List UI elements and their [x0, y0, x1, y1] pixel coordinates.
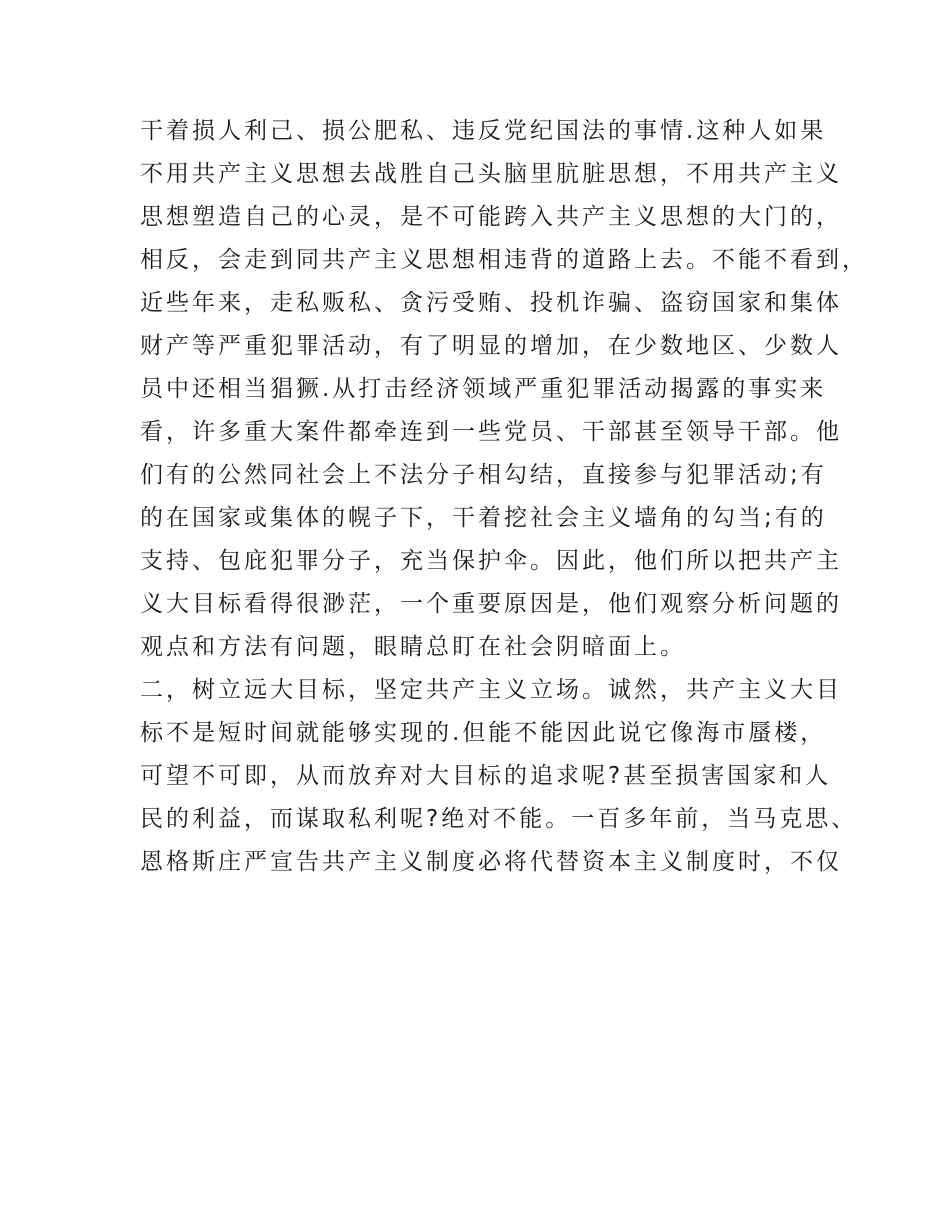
- document-body: [140, 110, 868, 884]
- text-line: 近些年来，走私贩私、贪污受贿、投机诈骗、盗窃国家和集体: [140, 290, 842, 316]
- text-line: 干着损人利己、损公肥私、违反党纪国法的事情.这种人如果: [140, 118, 827, 144]
- text-line: 恩格斯庄严宣告共产主义制度必将代替资本主义制度时，不仅: [140, 849, 842, 875]
- text-line: 员中还相当猖獗.从打击经济领域严重犯罪活动揭露的事实来: [140, 376, 827, 402]
- text-line: 支持、包庇犯罪分子，充当保护伞。因此，他们所以把共产主: [140, 548, 842, 574]
- text-line: 相反，会走到同共产主义思想相违背的道路上去。不能不看到，: [140, 247, 868, 273]
- text-line: 的在国家或集体的幌子下，干着挖社会主义墙角的勾当;有的: [140, 505, 827, 531]
- text-line: 义大目标看得很渺茫，一个重要原因是，他们观察分析问题的: [140, 591, 842, 617]
- text-line: 二，树立远大目标，坚定共产主义立场。诚然，共产主义大目: [140, 677, 842, 703]
- text-line: 思想塑造自己的心灵，是不可能跨入共产主义思想的大门的，: [140, 204, 842, 230]
- text-line: 们有的公然同社会上不法分子相勾结，直接参与犯罪活动;有: [140, 462, 827, 488]
- text-line: 看，许多重大案件都牵连到一些党员、干部甚至领导干部。他: [140, 419, 842, 445]
- text-line: 可望不可即，从而放弃对大目标的追求呢?甚至损害国家和人: [140, 763, 832, 789]
- text-line: 民的利益，而谋取私利呢?绝对不能。一百多年前，当马克思、: [140, 806, 858, 832]
- text-line: 观点和方法有问题，眼睛总盯在社会阴暗面上。: [140, 634, 686, 660]
- text-line: 标不是短时间就能够实现的.但能不能因此说它像海市蜃楼，: [140, 720, 827, 746]
- text-line: 财产等严重犯罪活动，有了明显的增加，在少数地区、少数人: [140, 333, 842, 359]
- text-line: 不用共产主义思想去战胜自己头脑里肮脏思想，不用共产主义: [140, 161, 842, 187]
